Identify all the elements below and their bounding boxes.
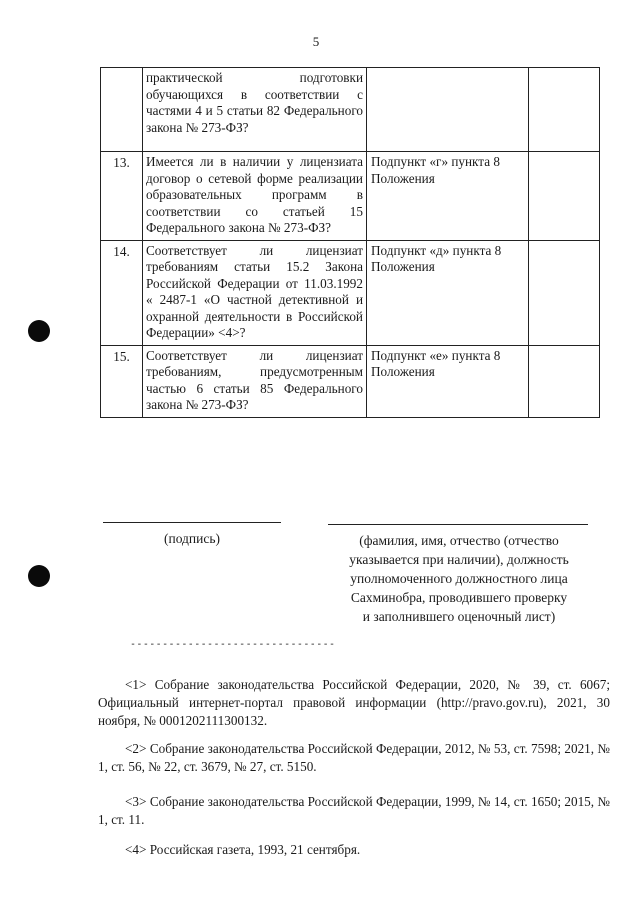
footnote-text: <2> Собрание законодательства Российской Федерации, 2012, № 53, ст. 7598; 2021, № 1, ст. 56, № 22, ст. 3679, № 27, ст. 5150. — [98, 741, 610, 774]
footnote-text: <4> Российская газета, 1993, 21 сентября. — [125, 842, 361, 857]
binder-hole-mark — [28, 565, 50, 587]
question-cell: Соответствует ли лицензиат требованиям статьи 15.2 Закона Российской Федерации от 11.03.1992 « 2487-1 «О частной детективной и охранной деятельности в Российской Федерации» <4>? — [143, 240, 367, 345]
question-cell: Соответствует ли лицензиат требованиям, предусмотренным частью 6 статьи 85 Федерального закона № 273-ФЗ? — [143, 345, 367, 417]
row-number — [101, 68, 143, 152]
official-caption — [316, 531, 602, 626]
official-caption-line: уполномоченного должностного лица — [350, 571, 568, 586]
reference-cell: Подпункт «г» пункта 8 Положения — [367, 152, 529, 241]
reference-cell — [367, 68, 529, 152]
footnote — [98, 841, 610, 859]
footnote-text: <3> Собрание законодательства Российской Федерации, 1999, № 14, ст. 1650; 2015, № 1, ст. 11. — [98, 794, 610, 827]
reference-cell: Подпункт «е» пункта 8 Положения — [367, 345, 529, 417]
footnote — [98, 676, 610, 730]
binder-hole-mark — [28, 320, 50, 342]
official-caption-line: Сахминобра, проводившего проверку — [350, 590, 568, 605]
footnote-text: <1> Собрание законодательства Российской Федерации, 2020, № 39, ст. 6067; Официальный интернет-портал правовой информации (http://pravo.gov.ru), 2021, 30 ноября, № 0001202111300132. — [98, 677, 610, 728]
footnote — [98, 793, 610, 829]
official-caption-line: (фамилия, имя, отчество (отчество — [359, 533, 559, 548]
name-position-line — [328, 524, 588, 525]
signature-caption: (подпись) — [163, 531, 221, 546]
footnote-divider: -------------------------------- — [130, 639, 336, 650]
table-row — [101, 345, 600, 417]
question-cell: практической подготовки обучающихся в соответствии с частями 4 и 5 статьи 82 Федерального закона № 273-ФЗ? — [143, 68, 367, 152]
answer-cell — [529, 152, 600, 241]
checklist-table — [100, 67, 600, 418]
table-row — [101, 152, 600, 241]
official-caption-line: и заполнившего оценочный лист) — [362, 609, 556, 624]
page-number: 5 — [312, 34, 320, 49]
reference-cell: Подпункт «д» пункта 8 Положения — [367, 240, 529, 345]
table-row — [101, 240, 600, 345]
row-number: 13. — [101, 152, 143, 241]
signature-line — [103, 522, 281, 523]
table-row — [101, 68, 600, 152]
row-number: 15. — [101, 345, 143, 417]
question-cell: Имеется ли в наличии у лицензиата договор о сетевой форме реализации образовательных программ в соответствии со статьей 15 Федерального закона № 273-ФЗ? — [143, 152, 367, 241]
row-number: 14. — [101, 240, 143, 345]
answer-cell — [529, 240, 600, 345]
official-caption-line: указывается при наличии), должность — [349, 552, 569, 567]
answer-cell — [529, 68, 600, 152]
footnote — [98, 740, 610, 776]
answer-cell — [529, 345, 600, 417]
